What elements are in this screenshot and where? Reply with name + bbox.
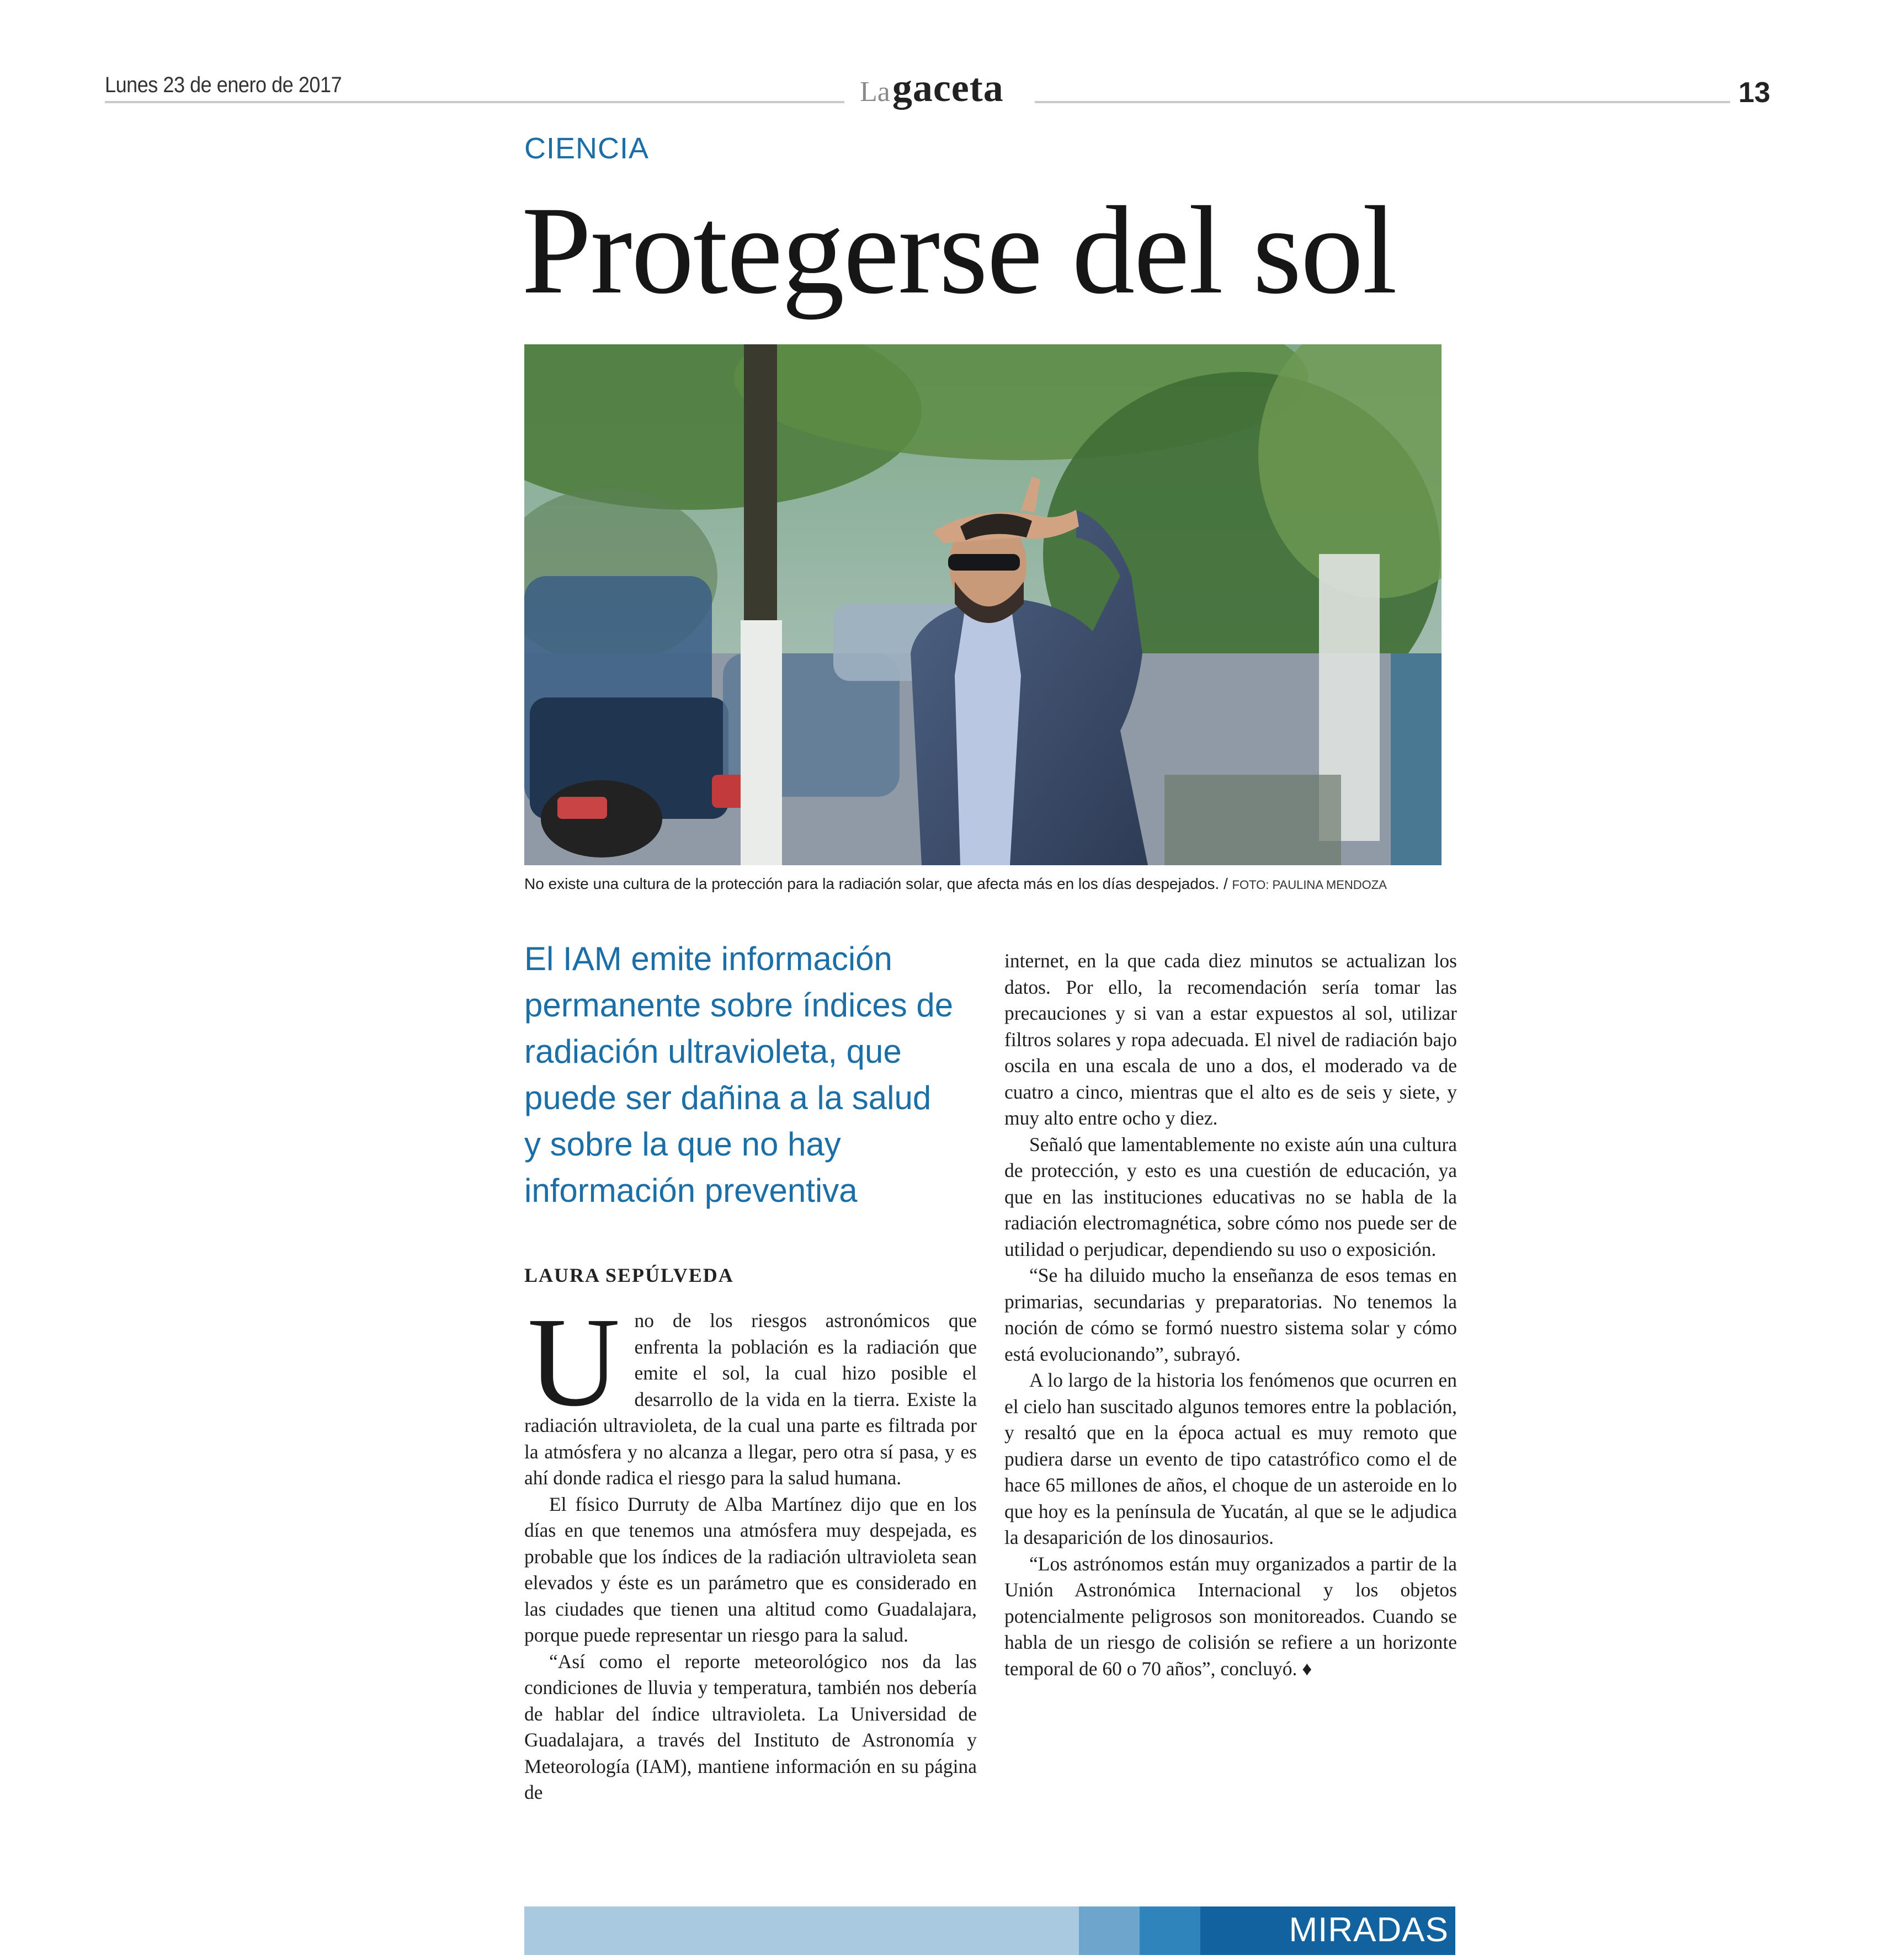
paragraph-text: no de los riesgos astronómicos que enfrenta la población es la radiación que emite el sol, la cual hizo posible el desarrollo de la vida en la tierra. Existe la radiación ultravioleta, de la cual una parte es filtrada por la atmósfera y no alcanza a llegar, pero otra sí pasa, y es ahí donde radica el riesgo para la salud humana. bbox=[524, 1309, 977, 1489]
header-rule-right bbox=[1035, 101, 1730, 103]
article-lead: El IAM emite información permanente sobre índices de radiación ultravioleta, que puede ser dañina a la salud y sobre la que no hay información preventiva bbox=[524, 940, 954, 1209]
issue-date: Lunes 23 de enero de 2017 bbox=[105, 73, 342, 97]
photo-caption bbox=[524, 875, 1387, 893]
body-paragraph: “Se ha diluido mucho la enseñanza de esos temas en primarias, secundarias y preparatorias. No tenemos la noción de cómo se formó nuestro sistema solar y cómo está evolucionando”, subrayó. bbox=[1004, 1264, 1457, 1365]
footer-bar-light bbox=[524, 1906, 1079, 1955]
page-number: 13 bbox=[1738, 77, 1770, 109]
masthead-logo-name: gaceta bbox=[892, 66, 1004, 110]
footer-bar-mid bbox=[1079, 1906, 1140, 1955]
drop-cap: U bbox=[528, 1291, 620, 1433]
caption-text: No existe una cultura de la protección para la radiación solar, que afecta más en los días despejados. / bbox=[524, 875, 1228, 892]
masthead-logo bbox=[860, 65, 1004, 111]
header-rule-left bbox=[105, 101, 844, 103]
paragraph-text: “Los astrónomos están muy organizados a partir de la Unión Astronómica Internacional y los objetos potencialmente peligrosos son monitoreados. Cuando se habla de un riesgo de colisión se refiere a un horizonte temporal de 60 o 70 años”, concluyó. bbox=[1004, 1552, 1457, 1680]
article-title: Protegerse del sol bbox=[522, 181, 1396, 320]
footer-bar-bright bbox=[1140, 1906, 1200, 1955]
body-column-1 bbox=[524, 1291, 977, 1806]
body-paragraph bbox=[524, 1291, 977, 1492]
footer-section-label: MIRADAS bbox=[1289, 1911, 1449, 1949]
article-photo bbox=[524, 344, 1441, 865]
photo-credit: FOTO: PAULINA MENDOZA bbox=[1232, 878, 1387, 892]
end-mark-icon: ♦ bbox=[1302, 1657, 1312, 1680]
body-paragraph: internet, en la que cada diez minutos se actualizan los datos. Por ello, la recomendación sería tomar las precauciones y si van a estar expuestos al sol, utilizar filtros solares y ropa adecuada. El nivel de radiación bajo oscila en una escala de uno a dos, el moderado va de cuatro a cinco, mientras que el alto es de seis y siete, y muy alto entre ocho y diez. bbox=[1004, 950, 1457, 1129]
masthead-logo-la: La bbox=[860, 76, 890, 108]
section-label: CIENCIA bbox=[524, 132, 650, 165]
body-paragraph: El físico Durruty de Alba Martínez dijo que en los días en que tenemos una atmósfera muy despejada, es probable que los índices de la radiación ultravioleta sean elevados y éste es un parámetro que es considerado en las ciudades que tienen una altitud como Guadalajara, porque puede representar un riesgo para la salud. bbox=[524, 1493, 977, 1646]
body-paragraph: Señaló que lamentablemente no existe aún una cultura de protección, y esto es una cuestión de educación, ya que en las instituciones educativas no se habla de la radiación electromagnética, sobre cómo nos puede ser de utilidad o perjudicar, dependiendo su uso o exposición. bbox=[1004, 1133, 1457, 1260]
body-paragraph: “Así como el reporte meteorológico nos da las condiciones de lluvia y temperatura, también nos debería de hablar del índice ultravioleta. La Universidad de Guadalajara, a través del Instituto de Astronomía y Meteorología (IAM), mantiene información en su página de bbox=[524, 1650, 977, 1803]
byline: LAURA SEPÚLVEDA bbox=[524, 1264, 734, 1286]
body-paragraph: A lo largo de la historia los fenómenos que ocurren en el cielo han suscitado algunos temores entre la población, y resaltó que en la época actual es muy remoto que pudiera darse un evento de tipo catastrófico como el de hace 65 millones de años, el choque de un asteroide en lo que hoy es la península de Yucatán, al que se le adjudica la desaparición de los dinosaurios. bbox=[1004, 1369, 1457, 1548]
body-paragraph bbox=[1004, 1551, 1457, 1682]
body-column-2 bbox=[1004, 948, 1457, 1682]
